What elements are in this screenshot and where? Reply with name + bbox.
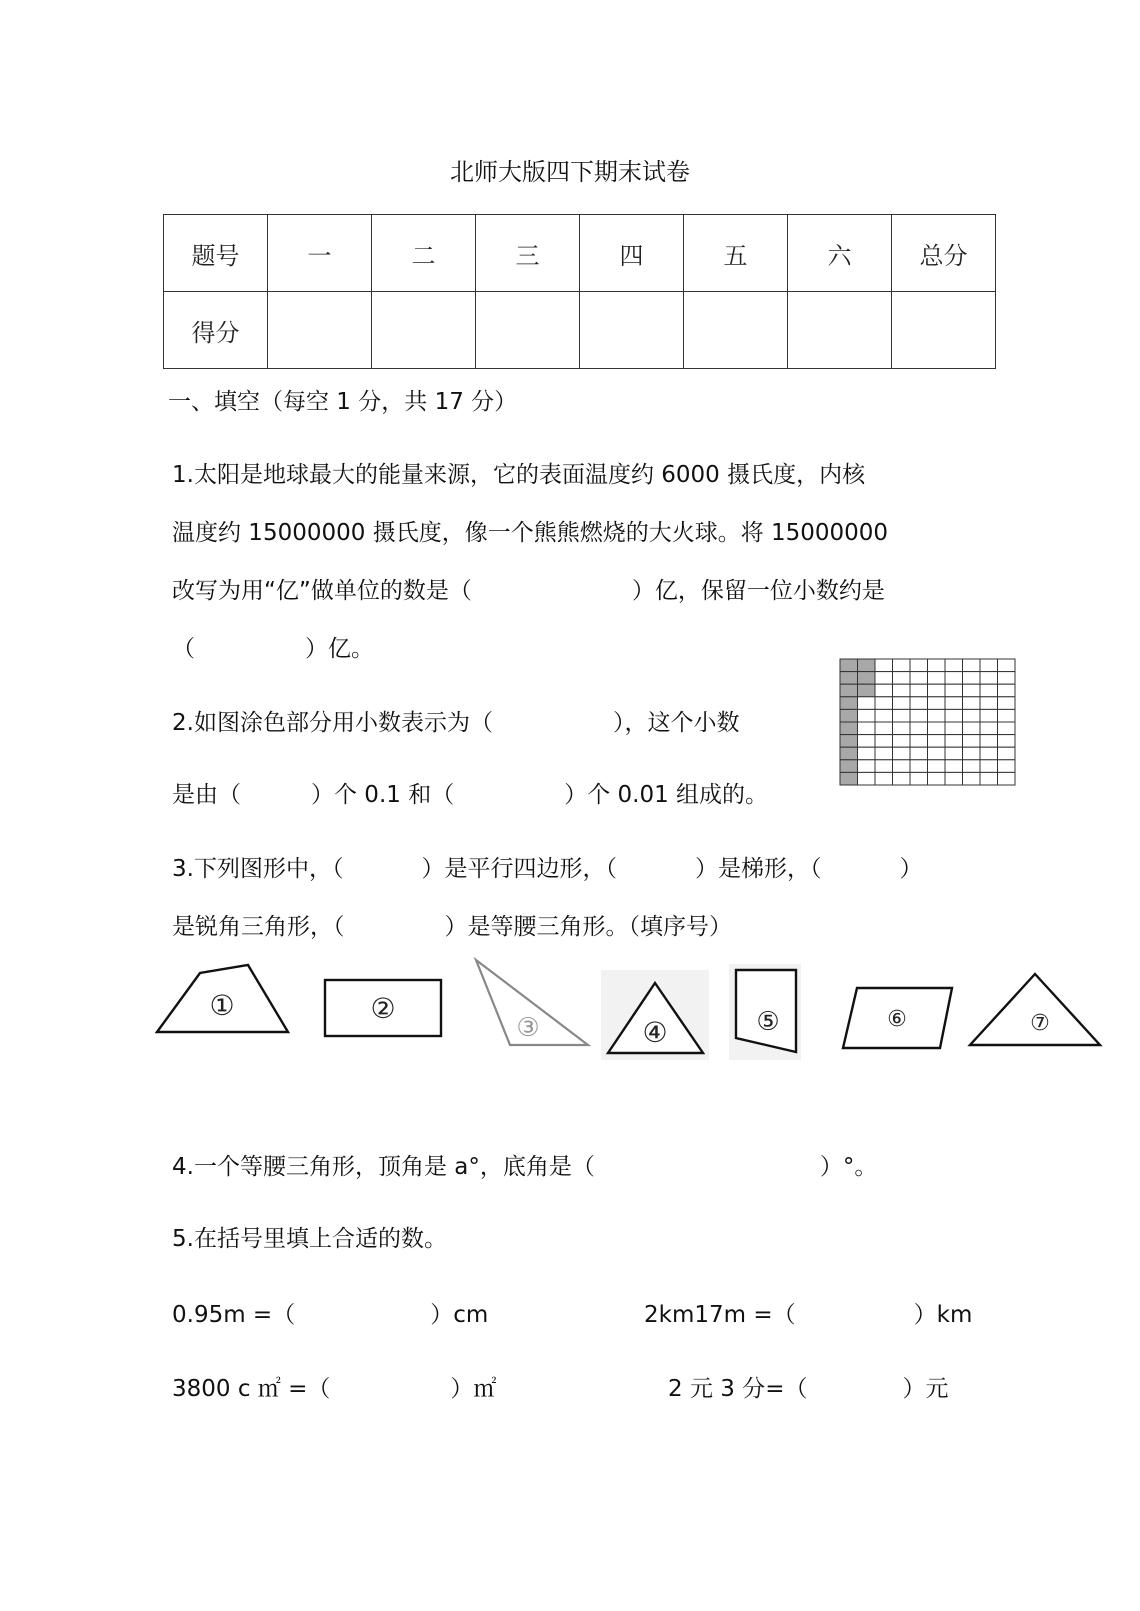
q2-line1-text: 2.如图涂色部分用小数表示为（: [172, 710, 493, 736]
score-row-label: 得分: [164, 292, 268, 369]
q3-line2-text: 是锐角三角形，（: [172, 914, 345, 940]
grid-cell: [998, 722, 1016, 735]
q3-line1: [172, 850, 922, 883]
q4-text: ）°。: [819, 1154, 878, 1180]
grid-cell: [963, 659, 981, 672]
q5-item: [172, 1296, 488, 1329]
shape-3-label: ③: [516, 1013, 540, 1043]
grid-cell: [963, 684, 981, 697]
shape-7-label: ⑦: [1030, 1011, 1050, 1036]
q3-line1-text: ）是平行四边形，（: [421, 856, 617, 882]
q2-line2-text: ）个 0.01 组成的。: [564, 782, 769, 808]
grid-cell: [980, 722, 998, 735]
grid-cell: [910, 697, 928, 710]
score-input-cell[interactable]: [684, 292, 788, 369]
grid-cell: [875, 747, 893, 760]
grid-cell: [910, 772, 928, 785]
grid-cell: [910, 722, 928, 735]
grid-cell-shaded: [840, 747, 858, 760]
shape-1-label: ①: [209, 989, 235, 1022]
grid-cell: [893, 684, 911, 697]
grid-cell-shaded: [840, 659, 858, 672]
grid-cell: [980, 684, 998, 697]
q2-line2-text: 是由（: [172, 782, 241, 808]
score-input-cell[interactable]: [788, 292, 892, 369]
grid-cell: [893, 760, 911, 773]
q3-line2: [172, 908, 732, 941]
grid-cell: [945, 659, 963, 672]
q5-item-text: ）cm: [430, 1302, 489, 1328]
grid-cell: [963, 735, 981, 748]
grid-cell: [893, 672, 911, 685]
score-header-cell: 五: [684, 215, 788, 292]
grid-cell: [963, 697, 981, 710]
grid-cell-shaded: [840, 709, 858, 722]
q2-line2-text: ）个 0.1 和（: [311, 782, 455, 808]
score-table-header-row: [164, 215, 996, 292]
grid-cell: [875, 760, 893, 773]
shapes-row: [0, 950, 1140, 1100]
grid-cell-shaded: [840, 735, 858, 748]
grid-cell: [928, 697, 946, 710]
shape-5-label: ⑤: [756, 1007, 780, 1037]
q3-line1-text: ）: [899, 856, 923, 882]
grid-cell: [945, 697, 963, 710]
grid-cell: [910, 760, 928, 773]
grid-cell: [980, 697, 998, 710]
q4-text: 4.一个等腰三角形，顶角是 a°，底角是（: [172, 1154, 595, 1180]
q1-line3-text: 改写为用“亿”做单位的数是（: [172, 578, 472, 604]
grid-cell: [963, 672, 981, 685]
grid-cell: [875, 659, 893, 672]
grid-cell: [893, 659, 911, 672]
q1-line4: [172, 630, 374, 663]
shape-4-label: ④: [642, 1016, 668, 1049]
q3-line1-text: 3.下列图形中，（: [172, 856, 344, 882]
grid-cell: [963, 760, 981, 773]
shape-2-rectangle: [325, 980, 441, 1036]
q5-item: [668, 1370, 948, 1403]
grid-cell: [875, 697, 893, 710]
section-heading: 一、填空（每空 1 分，共 17 分）: [168, 389, 518, 415]
grid-cell: [963, 709, 981, 722]
grid-cell-shaded: [840, 722, 858, 735]
score-table: [163, 214, 996, 369]
grid-cell: [963, 722, 981, 735]
grid-cell-shaded: [840, 760, 858, 773]
q1-line3: [172, 572, 885, 605]
grid-cell: [910, 684, 928, 697]
grid-cell: [893, 709, 911, 722]
score-input-cell[interactable]: [580, 292, 684, 369]
grid-cell: [998, 672, 1016, 685]
score-header-cell: 三: [476, 215, 580, 292]
q5-item: [172, 1370, 496, 1403]
hundred-grid-figure: [838, 657, 1028, 807]
grid-cell: [998, 697, 1016, 710]
grid-cell: [928, 684, 946, 697]
q3-line2-text: ）是等腰三角形。（填序号）: [444, 914, 732, 940]
grid-cell: [945, 709, 963, 722]
shape-7-triangle: [970, 974, 1100, 1045]
grid-cell: [858, 735, 876, 748]
score-input-cell[interactable]: [892, 292, 996, 369]
grid-cell: [980, 760, 998, 773]
grid-cell: [963, 747, 981, 760]
grid-cell: [928, 735, 946, 748]
grid-cell: [945, 760, 963, 773]
q1-line4-text: ）亿。: [305, 636, 374, 662]
grid-cell: [858, 709, 876, 722]
grid-cell: [928, 722, 946, 735]
grid-cell: [998, 747, 1016, 760]
grid-cell: [928, 760, 946, 773]
q1-line4-text: （: [172, 636, 195, 662]
q5-item-text: 3800 c ㎡ =（: [172, 1376, 331, 1402]
grid-cell: [910, 735, 928, 748]
grid-cell: [893, 735, 911, 748]
grid-cell: [910, 709, 928, 722]
q2-line2: [172, 776, 768, 809]
q5-item-text: 2 元 3 分=（: [668, 1376, 808, 1402]
q4-line: [172, 1148, 877, 1181]
score-header-cell: 总分: [892, 215, 996, 292]
q5-item: [644, 1296, 972, 1329]
q1-line3-text: ）亿，保留一位小数约是: [631, 578, 885, 604]
q5-item-text: 2km17m =（: [644, 1302, 796, 1328]
q5-item-text: 0.95m =（: [172, 1302, 296, 1328]
grid-cell: [910, 747, 928, 760]
score-table-score-row: [164, 292, 996, 369]
shape-1-quadrilateral: [157, 965, 288, 1032]
grid-cell-shaded: [858, 684, 876, 697]
page-title: 北师大版四下期末试卷: [450, 158, 690, 186]
grid-cell: [998, 684, 1016, 697]
grid-cell: [945, 672, 963, 685]
grid-cell: [858, 697, 876, 710]
grid-cell: [858, 747, 876, 760]
grid-cell: [928, 709, 946, 722]
grid-cell: [875, 672, 893, 685]
shape-3-triangle: [476, 960, 588, 1045]
grid-cell: [945, 735, 963, 748]
shape-5-trapezoid: [729, 964, 801, 1060]
score-header-cell: 四: [580, 215, 684, 292]
shape-2-label: ②: [370, 992, 396, 1025]
grid-cell: [963, 772, 981, 785]
score-header-cell: 题号: [164, 215, 268, 292]
grid-cell: [875, 722, 893, 735]
grid-cell: [928, 772, 946, 785]
grid-cell: [998, 760, 1016, 773]
shape-6-label: ⑥: [887, 1007, 907, 1032]
grid-cell: [945, 684, 963, 697]
score-header-cell: 二: [372, 215, 476, 292]
q1-line1: 1.太阳是地球最大的能量来源，它的表面温度约 6000 摄氏度，内核: [172, 462, 866, 488]
score-input-cell[interactable]: [268, 292, 372, 369]
grid-cell: [893, 697, 911, 710]
grid-cell: [998, 735, 1016, 748]
score-header-cell: 六: [788, 215, 892, 292]
grid-cell: [945, 747, 963, 760]
grid-cell: [928, 659, 946, 672]
grid-cell-shaded: [840, 672, 858, 685]
grid-cell: [980, 735, 998, 748]
grid-cell: [858, 772, 876, 785]
score-header-cell: 一: [268, 215, 372, 292]
q3-line1-text: ）是梯形，（: [694, 856, 822, 882]
grid-cell: [928, 672, 946, 685]
q5-item-text: ）㎡: [450, 1376, 497, 1402]
q5-item-text: ）km: [913, 1302, 973, 1328]
grid-cell: [910, 659, 928, 672]
grid-cell: [858, 760, 876, 773]
grid-cell-shaded: [840, 697, 858, 710]
q1-line2: 温度约 15000000 摄氏度，像一个熊熊燃烧的大火球。将 15000000: [172, 520, 889, 546]
grid-cell: [945, 722, 963, 735]
grid-cell: [875, 709, 893, 722]
grid-cell: [910, 672, 928, 685]
grid-cell: [858, 722, 876, 735]
q5-item-text: ）元: [902, 1376, 949, 1402]
grid-cell: [980, 772, 998, 785]
q2-line1: [172, 704, 739, 737]
score-input-cell[interactable]: [476, 292, 580, 369]
grid-cell: [998, 709, 1016, 722]
grid-cell: [980, 672, 998, 685]
grid-cell: [875, 735, 893, 748]
shape-6-parallelogram: [843, 988, 952, 1048]
grid-cell: [875, 684, 893, 697]
shape-4-triangle: [601, 970, 709, 1060]
grid-cell: [875, 772, 893, 785]
grid-cell: [893, 722, 911, 735]
grid-cell: [980, 709, 998, 722]
grid-cell: [998, 659, 1016, 672]
grid-cell-shaded: [840, 772, 858, 785]
grid-cell: [998, 772, 1016, 785]
grid-cell: [980, 747, 998, 760]
grid-cell-shaded: [840, 684, 858, 697]
grid-cell: [980, 659, 998, 672]
q2-line1-text: ），这个小数: [612, 710, 740, 736]
grid-cell-shaded: [858, 672, 876, 685]
grid-cell: [893, 747, 911, 760]
q5-heading: 5.在括号里填上合适的数。: [172, 1226, 447, 1252]
score-input-cell[interactable]: [372, 292, 476, 369]
grid-cell: [893, 772, 911, 785]
grid-cell: [945, 772, 963, 785]
grid-cell: [928, 747, 946, 760]
grid-cell-shaded: [858, 659, 876, 672]
